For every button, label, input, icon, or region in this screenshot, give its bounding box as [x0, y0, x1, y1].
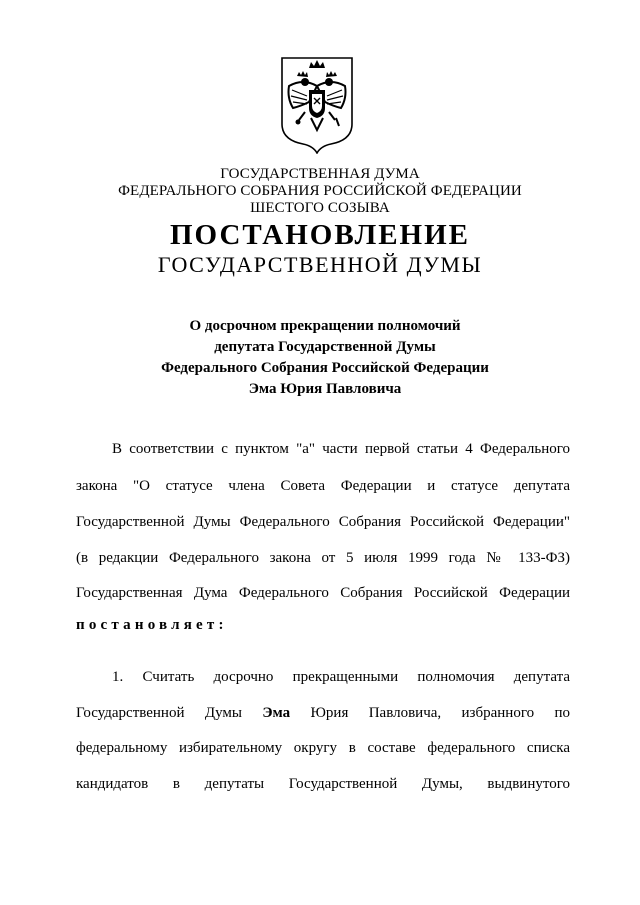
item-line: федеральному избирательному округу в составе федерального списка	[76, 740, 570, 756]
issuer-header	[0, 166, 640, 217]
subject-line: депутата Государственной Думы	[214, 339, 436, 355]
preamble-line: Государственной Думы Федерального Собрания Российской Федерации"	[76, 514, 570, 530]
subject-line: Федерального Собрания Российской Федерации	[161, 360, 489, 376]
resolves-word: постановляет:	[76, 617, 228, 633]
subject-line: Эма Юрия Павловича	[248, 381, 402, 397]
preamble-line: Государственная Дума Федерального Собрания Российской Федерации	[76, 585, 570, 601]
deputy-surname: Эма	[262, 705, 291, 721]
resolution-subject	[0, 316, 640, 400]
preamble-line: (в редакции Федерального закона от 5 июля 1999 года № 133-ФЗ)	[76, 550, 570, 566]
item-line-with-name	[76, 705, 570, 722]
preamble-line: закона "О статусе члена Совета Федерации и статусе депутата	[76, 478, 570, 494]
item-line: кандидатов в депутаты Государственной Думы, выдвинутого	[76, 776, 570, 792]
document-type-title: ПОСТАНОВЛЕНИЕ	[169, 219, 470, 251]
item-text: Юрия Павловича, избранного по	[290, 705, 570, 721]
coat-of-arms-emblem	[279, 56, 355, 154]
preamble-line: В соответствии с пунктом "а" части первой статьи 4 Федерального	[112, 441, 570, 457]
item-line: 1. Считать досрочно прекращенными полномочия депутата	[112, 669, 570, 685]
item-text: Государственной Думы	[76, 705, 263, 721]
header-line-duma: ГОСУДАРСТВЕННАЯ ДУМА	[220, 166, 420, 182]
header-line-convocation: ШЕСТОГО СОЗЫВА	[250, 200, 390, 216]
header-line-assembly: ФЕДЕРАЛЬНОГО СОБРАНИЯ РОССИЙСКОЙ ФЕДЕРАЦИИ	[118, 183, 522, 199]
subject-line: О досрочном прекращении полномочий	[189, 318, 461, 334]
document-issuer-subtitle: ГОСУДАРСТВЕННОЙ ДУМЫ	[157, 252, 483, 277]
